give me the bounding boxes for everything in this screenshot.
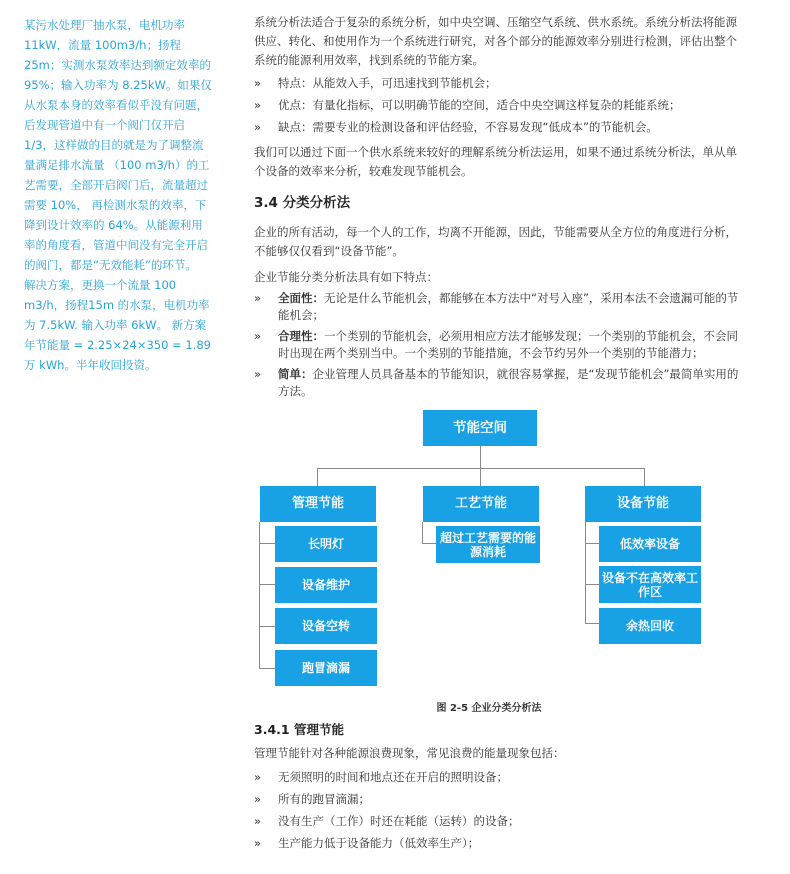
intro-bullet: » 缺点：需要专业的检测设备和评估经验，不容易发现“低成本”的节能机会。 (254, 118, 740, 137)
waste-item: » 生产能力低于设备能力（低效率生产）； (254, 832, 740, 854)
intro-bullet: » 特点：从能效入手，可迅速找到节能机会； (254, 74, 740, 93)
connector-line (480, 468, 481, 486)
feature-text: 无论是什么节能机会，都能够在本方法中“对号入座”，采用本法不会遗漏可能的节能机会； (278, 291, 739, 322)
leaf-node: 设备维护 (275, 567, 377, 603)
connector-line (259, 543, 275, 544)
connector-line (585, 584, 599, 585)
feature-term: 简单： (278, 367, 313, 381)
connector-line (259, 668, 275, 669)
waste-item: » 所有的跑冒滴漏； (254, 788, 740, 810)
energy-saving-tree-diagram (254, 408, 740, 714)
leaf-node: 长明灯 (275, 526, 377, 562)
connector-line (259, 584, 275, 585)
connector-line (585, 543, 599, 544)
main-content (254, 13, 740, 854)
intro-bullet-list (254, 74, 740, 137)
connector-line (585, 522, 586, 624)
connector-line (422, 543, 436, 544)
connector-line (480, 446, 481, 468)
section-3-4-1-paragraph: 管理节能针对各种能源浪费现象，常见浪费的能量现象包括： (254, 746, 565, 760)
figure-caption: 图 2-5 企业分类分析法 (436, 703, 542, 714)
leaf-node: 跑冒滴漏 (275, 650, 377, 686)
section-3-4-paragraph-2: 企业节能分类分析法具有如下特点： (254, 270, 438, 284)
sidebar-case-study (24, 15, 212, 375)
intro-paragraph-2: 我们可以通过下面一个供水系统来较好的理解系统分析法运用，如果不通过系统分析法，单从单个设备的效率来分析，较难发现节能机会。 (254, 145, 737, 178)
feature-list (254, 290, 740, 400)
feature-item (254, 328, 740, 362)
feature-term: 合理性： (278, 329, 324, 343)
branch-node-equipment: 设备节能 (585, 486, 701, 522)
waste-item: » 无须照明的时间和地点还在开启的照明设备； (254, 766, 740, 788)
feature-term: 全面性： (278, 291, 324, 305)
section-heading-3-4: 3.4 分类分析法 (254, 195, 351, 211)
section-3-4-paragraph-1: 企业的所有活动，每一个人的工作，均离不开能源，因此，节能需要从全方位的角度进行分析，不能够仅仅看到“设备节能”。 (254, 225, 737, 258)
section-heading-3-4-1: 3.4.1 管理节能 (254, 722, 344, 737)
leaf-node: 设备空转 (275, 608, 377, 644)
leaf-node: 余热回收 (599, 608, 701, 644)
waste-list (254, 766, 740, 854)
leaf-node: 超过工艺需要的能源消耗 (436, 526, 540, 563)
sidebar-case-text: 某污水处理厂抽水泵，电机功率11kW，流量 100m3/h；扬程 25m；实测水泵效率达到额定效率的 95%；输入功率为 8.25kW。如果仅从水泵本身的效率看似乎没有问题，后发现管道中有一个阀门仅开启 1/3，这样做的目的就是为了调整流量满足排水流量 （100 m3/h）的工艺需要，全部开启阀门后，流量超过需要 10%， 再检测水泵的效率，下降到设计效率的 64%。从能源利用率的角度看，管道中间没有完全开启的阀门，都是“无效能耗”的环节。 解决方案，更换一个流量 100 m3/h，扬程15m 的水泵，电机功率为 7.5kW. 输入功率 6kW。 新方案年节能量 = 2.25×24×350 = 1.89 万 kWh。半年收回投资。 (24, 18, 212, 372)
connector-line (259, 626, 275, 627)
feature-text: 一个类别的节能机会，必须用相应方法才能够发现；一个类别的节能机会，不会同时出现在两个类别当中。一个类别的节能措施，不会节约另外一个类别的节能潜力； (278, 329, 738, 360)
intro-paragraph-1: 系统分析法适合于复杂的系统分析，如中央空调、压缩空气系统、供水系统。系统分析法将能源供应、转化、和使用作为一个系统进行研究，对各个部分的能源效率分别进行检测，评估出整个系统的能源利用效率，找到系统的节能方案。 (254, 15, 737, 67)
feature-text: 企业管理人员具备基本的节能知识，就很容易掌握，是“发现节能机会”最简单实用的方法。 (278, 367, 739, 398)
root-node: 节能空间 (423, 410, 537, 446)
intro-bullet: » 优点：有量化指标，可以明确节能的空间，适合中央空调这样复杂的耗能系统； (254, 96, 740, 115)
branch-node-process: 工艺节能 (423, 486, 539, 522)
leaf-node: 低效率设备 (599, 526, 701, 562)
connector-line (317, 468, 318, 486)
connector-line (585, 623, 599, 624)
feature-item (254, 366, 740, 400)
connector-line (259, 522, 260, 669)
feature-item (254, 290, 740, 324)
connector-line (644, 468, 645, 486)
waste-item: » 没有生产（工作）时还在耗能（运转）的设备； (254, 810, 740, 832)
connector-line (422, 522, 423, 544)
branch-node-management: 管理节能 (260, 486, 376, 522)
leaf-node: 设备不在高效率工作区 (599, 566, 701, 603)
